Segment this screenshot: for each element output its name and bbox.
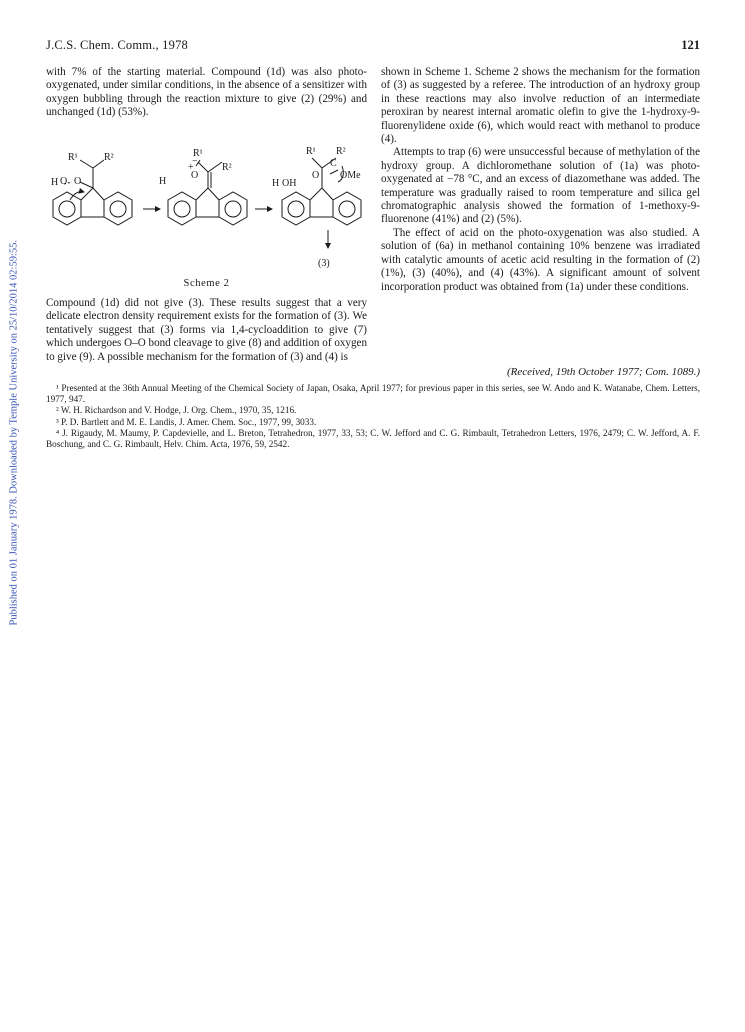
label-r2: R² (336, 146, 346, 157)
left-paragraph-top: with 7% of the starting material. Compound (1d) was also photo-oxygenated, under similar conditions, in the absence of a sensitizer with oxygen bubbling through the reaction mixture to give (2) (29%) and unchanged (1d) (53%). (46, 66, 367, 119)
label-r1: R¹ (193, 148, 203, 159)
label-h: H (159, 176, 167, 187)
fluorene-structure-1 (53, 160, 132, 225)
fluorene-structure-2 (168, 160, 247, 225)
product-label: (3) (318, 258, 330, 269)
scheme-drawing (46, 126, 367, 276)
label-o: O (312, 170, 320, 181)
received-date: (Received, 19th October 1977; Com. 1089.) (506, 366, 700, 378)
footnote-3: ³ P. D. Bartlett and M. E. Landis, J. Amer. Chem. Soc., 1977, 99, 3033. (56, 416, 317, 427)
label-o: O (191, 170, 199, 181)
download-watermark: Published on 01 January 1978. Downloaded by Temple University on 25/10/2014 02:59:55. (8, 240, 20, 626)
label-r2: R² (104, 152, 114, 163)
footnote-1: ¹ Presented at the 36th Annual Meeting of the Chemical Society of Japan, Osaka, April 1977; for previous paper in this series, see W. Ando and K. Watanabe, Chem. Letters, 1977, 947. (46, 383, 700, 405)
label-oh: OH (282, 178, 297, 189)
page-header (46, 38, 700, 54)
label-minus: − (192, 156, 198, 167)
reaction-scheme (46, 126, 367, 276)
label-o: O (74, 176, 82, 187)
label-c: C (330, 158, 337, 169)
label-h: H (272, 178, 280, 189)
left-column-bottom (46, 297, 367, 364)
label-o: O (60, 176, 68, 187)
page-number: 121 (681, 38, 700, 52)
right-column (381, 66, 700, 294)
label-h: H (51, 177, 59, 188)
label-r1: R¹ (306, 146, 316, 157)
label-r1: R¹ (68, 152, 78, 163)
footnotes (46, 383, 700, 450)
right-paragraph-2: Attempts to trap (6) were unsuccessful because of methylation of the hydroxy group. A dichloromethane solution of (1a) was photo-oxygenated at −78 °C, and an excess of diazomethane was added. The temperature was gradually raised to room temperature and silica gel chromatographic analysis showed the formation of 1-methoxy-9-fluorenone (41%) and (2) (5%). (381, 146, 700, 226)
right-paragraph-1: shown in Scheme 1. Scheme 2 shows the mechanism for the formation of (3) as suggested by a referee. The introduction of an hydroxy group in these reactions may also involve reduction of an intermediate peroxiran by nearest internal aromatic olefin to give the 1-hydroxy-9-fluorenylidene oxide (6), which would react with methanol to produce (4). (381, 66, 700, 146)
right-paragraph-3: The effect of acid on the photo-oxygenation was also studied. A solution of (6a) in methanol containing 10% benzene was irradiated with catalytic amounts of acetic acid resulting in the formation of (2) (1%), (3) (40%), and (4) (43%). A significant amount of solvent incorporation product was obtained from (1a) under these conditions. (381, 226, 700, 293)
left-paragraph-bottom: Compound (1d) did not give (3). These results suggest that a very delicate electron density requirement exists for the formation of (3). We tentatively suggest that (3) forms via 1,4-cycloaddition to give (7) which undergoes O–O bond cleavage to give (8) and addition of oxygen to give (9). A possible mechanism for the formation of (3) and (4) is (46, 297, 367, 363)
footnote-4: ⁴ J. Rigaudy, M. Maumy, P. Capdevielle, and L. Breton, Tetrahedron, 1977, 33, 53; C. W. Jefford and C. G. Rimbault, Tetrahedron Letters, 1976, 2479; C. W. Jefford, A. F. Boschung, and C. G. Rimbault, Helv. Chim. Acta, 1976, 59, 2542. (46, 427, 700, 450)
footnote-2: ² W. H. Richardson and V. Hodge, J. Org. Chem., 1970, 35, 1216. (56, 405, 297, 416)
label-ome: OMe (340, 170, 361, 181)
fluorene-structure-3 (282, 158, 361, 225)
journal-title: J.C.S. Chem. Comm., 1978 (46, 38, 188, 52)
left-column-top (46, 66, 367, 120)
label-plus: + (188, 162, 194, 173)
scheme-caption: Scheme 2 (183, 278, 230, 289)
label-r2: R² (222, 162, 232, 173)
